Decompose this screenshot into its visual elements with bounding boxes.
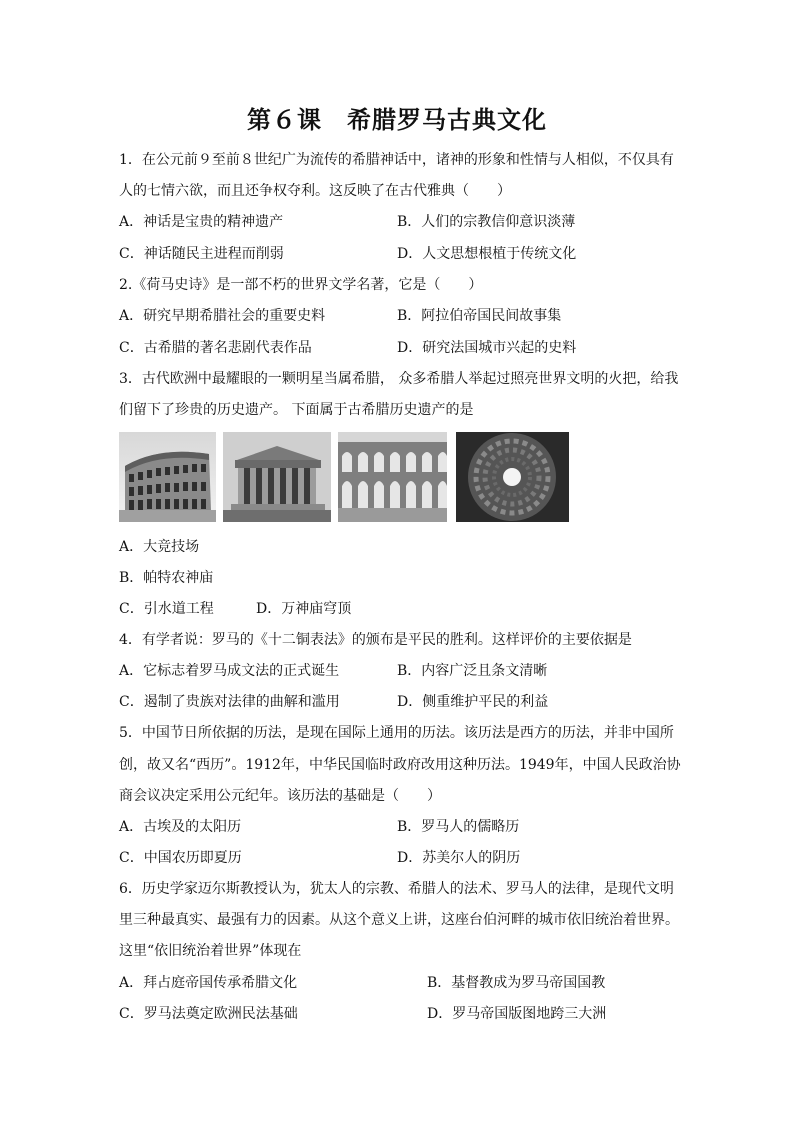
- q1-stem-line-1: 1．在公元前９至前８世纪广为流传的希腊神话中，诸神的形象和性情与人相似，不仅具有: [119, 152, 674, 168]
- q5-stem-line-3: 商会议决定采用公元纪年。该历法的基础是（ ）: [119, 788, 441, 804]
- q3-stem-line-1: 3．古代欧洲中最耀眼的一颗明星当属希腊， 众多希腊人举起过照亮世界文明的火把，给我: [119, 371, 679, 387]
- aqueduct-photo: [338, 432, 447, 522]
- q5-option-c: C．中国农历即夏历: [119, 850, 242, 866]
- q3-stem-line-2: 们留下了珍贵的历史遗产。 下面属于古希腊历史遗产的是: [119, 402, 474, 418]
- q6-stem-line-2: 里三种最真实、最强有力的因素。从这个意义上讲，这座台伯河畔的城市依旧统治着世界。: [119, 912, 679, 928]
- q6-option-c: C．罗马法奠定欧洲民法基础: [119, 1006, 298, 1022]
- q2-option-b: B．阿拉伯帝国民间故事集: [397, 308, 562, 324]
- q1-option-d: D．人文思想根植于传统文化: [397, 246, 577, 262]
- q4-option-c: C．遏制了贵族对法律的曲解和滥用: [119, 694, 340, 710]
- colosseum-photo: [119, 432, 216, 522]
- q3-option-d: D．万神庙穹顶: [256, 601, 352, 617]
- q3-option-a: A．大竞技场: [119, 539, 200, 555]
- q5-stem-line-2: 创，故又名“西历”。1912年，中华民国临时政府改用这种历法。1949年，中国人民政治协: [119, 757, 681, 773]
- q4-option-b: B．内容广泛且条文清晰: [397, 663, 548, 679]
- q3-option-b: B．帕特农神庙: [119, 570, 214, 586]
- q4-stem-line-1: 4．有学者说：罗马的《十二铜表法》的颁布是平民的胜利。这样评价的主要依据是: [119, 632, 632, 648]
- q1-option-c: C．神话随民主进程而削弱: [119, 246, 284, 262]
- q4-option-a: A．它标志着罗马成文法的正式诞生: [119, 663, 340, 679]
- q5-option-a: A．古埃及的太阳历: [119, 819, 242, 835]
- q1-option-a: A．神话是宝贵的精神遗产: [119, 214, 284, 230]
- q5-option-d: D．苏美尔人的阴历: [397, 850, 521, 866]
- q2-stem-line-1: 2.《荷马史诗》是一部不朽的世界文学名著，它是（ ）: [119, 277, 483, 293]
- q5-stem-line-1: 5．中国节日所依据的历法，是现在国际上通用的历法。该历法是西方的历法，并非中国所: [119, 725, 674, 741]
- q3-option-c: C．引水道工程: [119, 601, 214, 617]
- pantheon-dome-photo: [456, 432, 569, 522]
- q2-option-d: D．研究法国城市兴起的史料: [397, 340, 577, 356]
- q6-option-d: D．罗马帝国版图地跨三大洲: [427, 1006, 607, 1022]
- page-title: 第６课 希腊罗马古典文化: [247, 106, 547, 134]
- q2-option-c: C．古希腊的著名悲剧代表作品: [119, 340, 312, 356]
- q5-option-b: B．罗马人的儒略历: [397, 819, 520, 835]
- q6-stem-line-3: 这里“依旧统治着世界”体现在: [119, 943, 302, 959]
- q6-option-a: A．拜占庭帝国传承希腊文化: [119, 975, 298, 991]
- q6-option-b: B．基督教成为罗马帝国国教: [427, 975, 606, 991]
- q4-option-d: D．侧重维护平民的利益: [397, 694, 549, 710]
- q6-stem-line-1: 6．历史学家迈尔斯教授认为，犹太人的宗教、希腊人的法术、罗马人的法律，是现代文明: [119, 881, 674, 897]
- q2-option-a: A．研究早期希腊社会的重要史料: [119, 308, 326, 324]
- parthenon-photo: [223, 432, 331, 522]
- q1-option-b: B．人们的宗教信仰意识淡薄: [397, 214, 576, 230]
- q1-stem-line-2: 人的七情六欲，而且还争权夺利。这反映了在古代雅典（ ）: [119, 183, 511, 199]
